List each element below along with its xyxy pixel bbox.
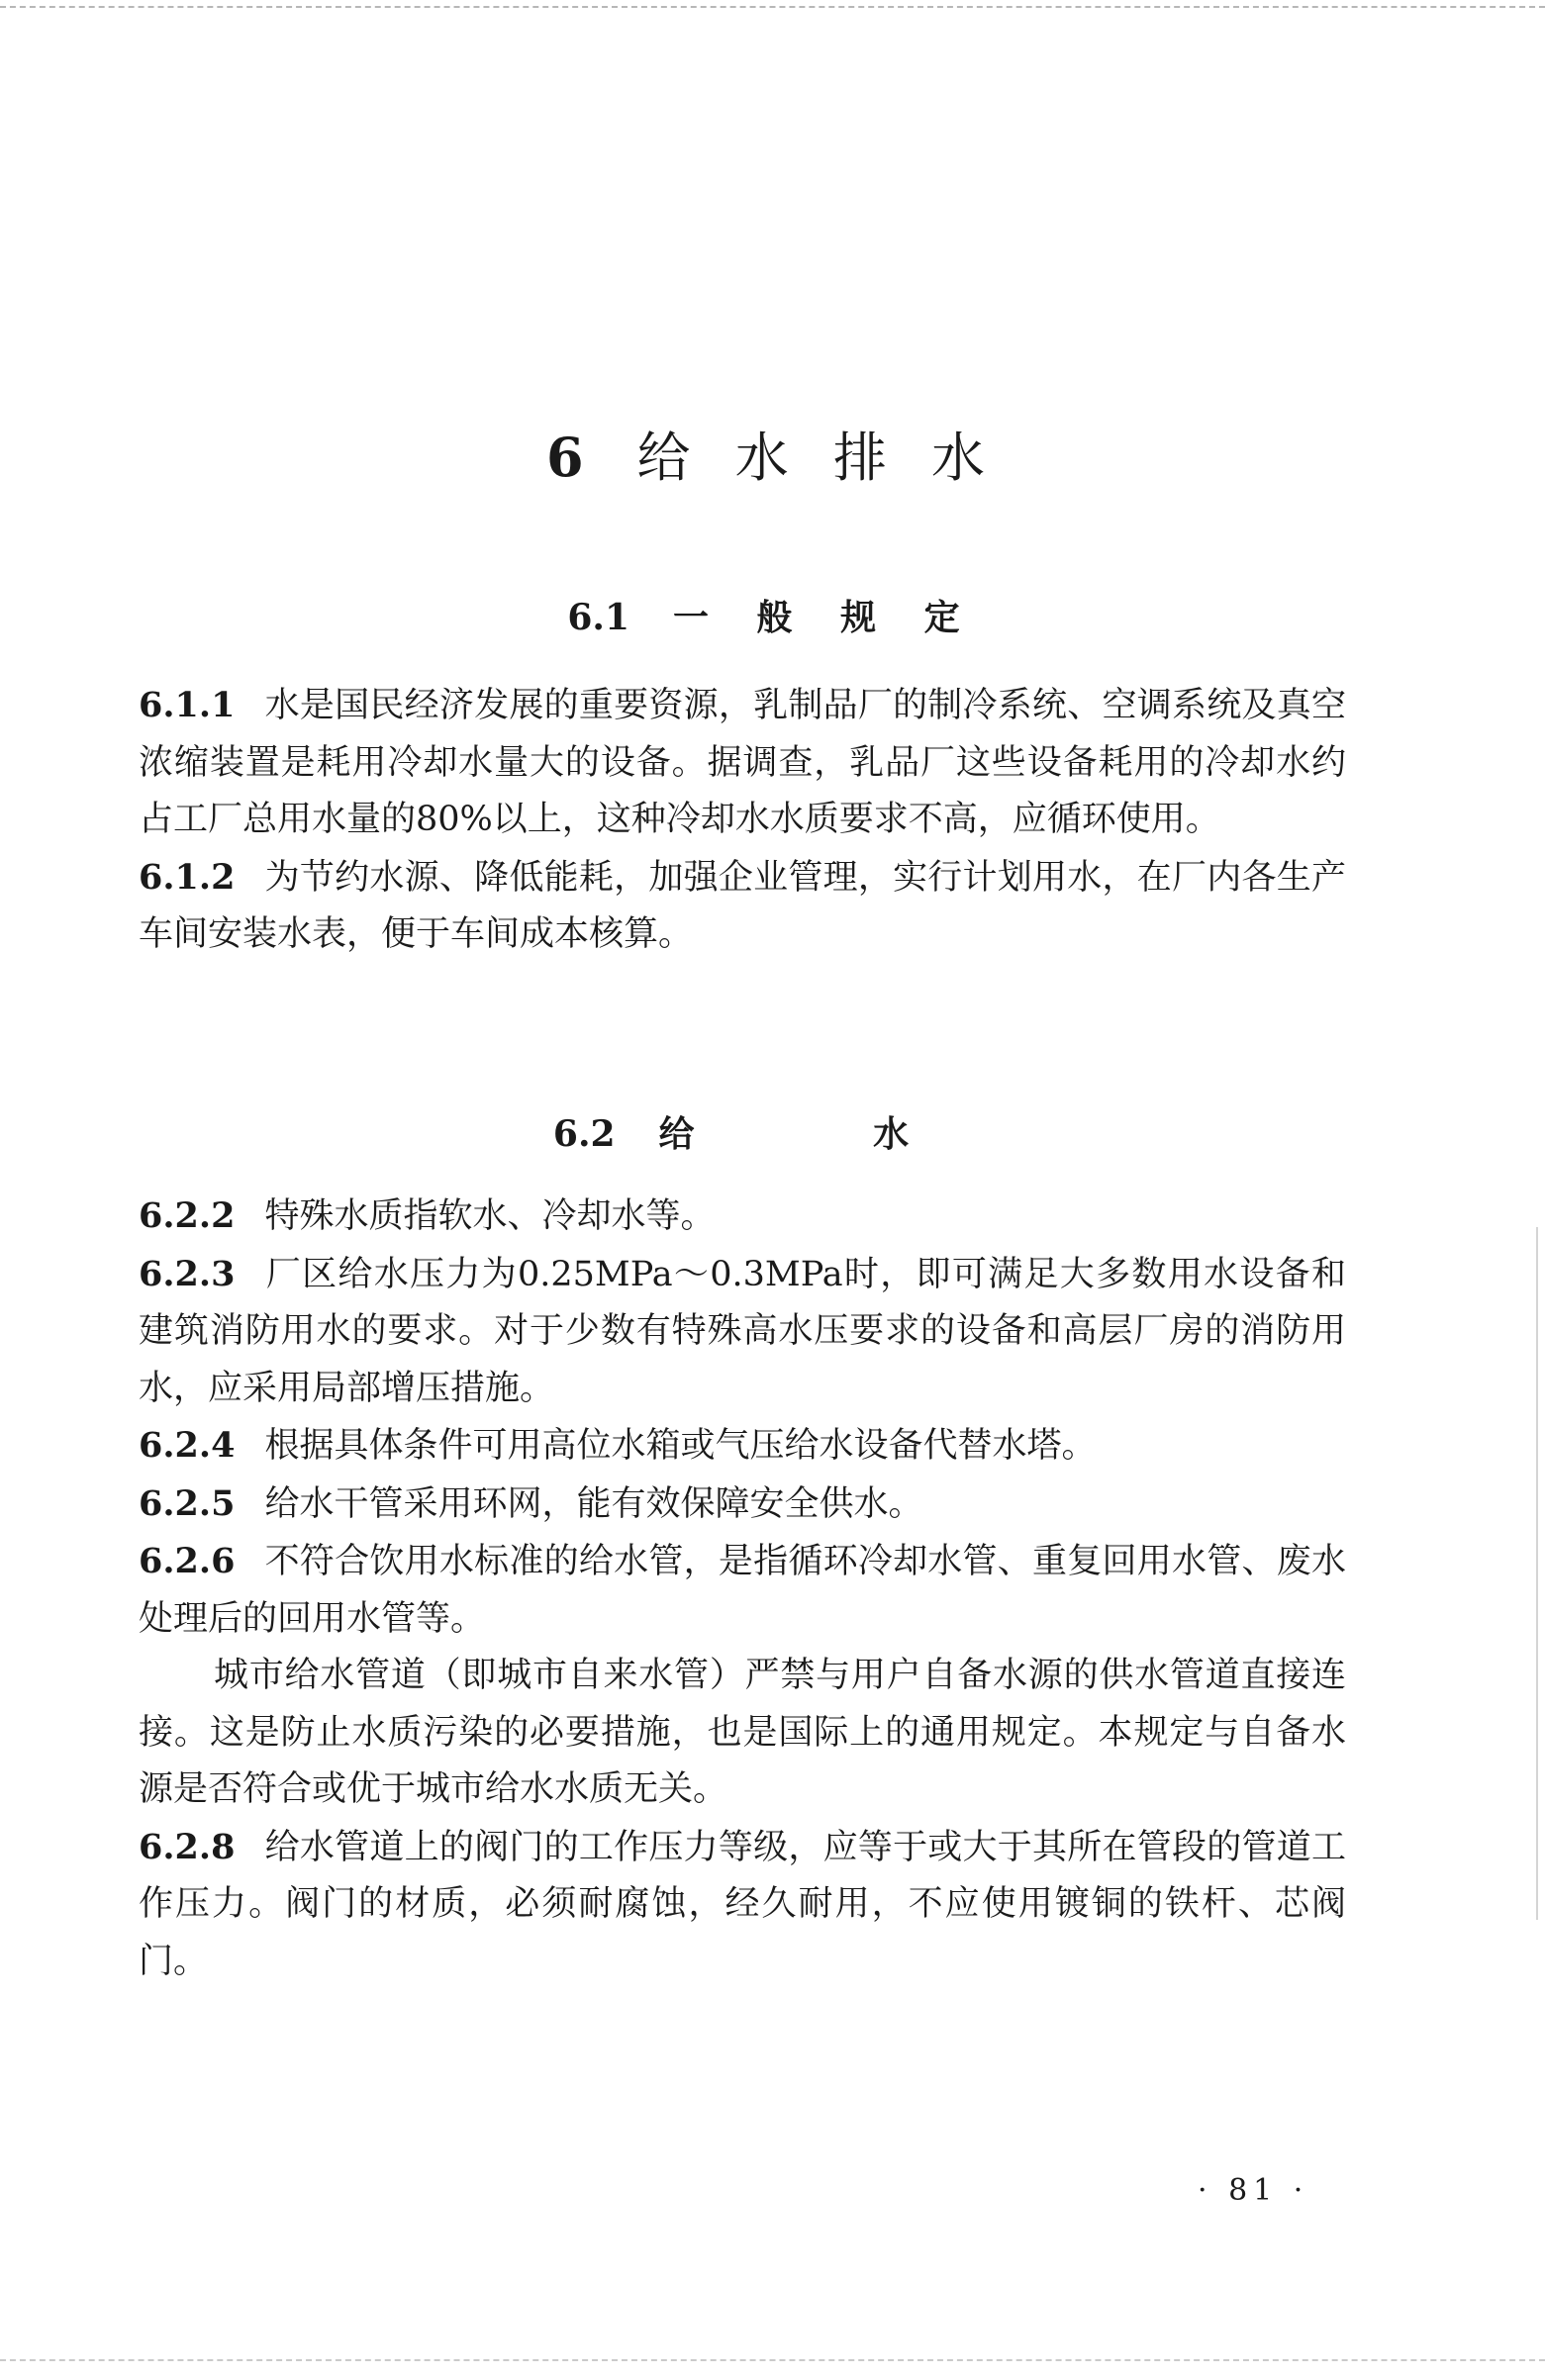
clause-text: 不符合饮用水标准的给水管，是指循环冷却水管、重复回用水管、废水处理后的回用水管等。 bbox=[139, 1542, 1346, 1639]
clause-number: 6.1.1 bbox=[139, 685, 236, 725]
clause-text: 厂区给水压力为0.25MPa～0.3MPa时，即可满足大多数用水设备和建筑消防用水的要求。对于少数有特殊高水压要求的设备和高层厂房的消防用水，应采用局部增压措施。 bbox=[139, 1254, 1346, 1408]
clause-6-2-4 bbox=[139, 1417, 1346, 1476]
section-6-2-body bbox=[139, 1188, 1346, 1990]
clause-text: 根据具体条件可用高位水箱或气压给水设备代替水塔。 bbox=[264, 1426, 1097, 1466]
section-title-text: 一 般 规 定 bbox=[673, 598, 978, 638]
clause-text: 给水管道上的阀门的工作压力等级，应等于或大于其所在管段的管道工作压力。阀门的材质，必须耐腐蚀，经久耐用，不应使用镀铜的铁杆、芯阀门。 bbox=[139, 1827, 1346, 1981]
clause-text: 为节约水源、降低能耗，加强企业管理，实行计划用水，在厂内各生产车间安装水表，便于车间成本核算。 bbox=[139, 857, 1346, 954]
clause-6-2-6 bbox=[139, 1533, 1346, 1648]
clause-text: 给水干管采用环网，能有效保障安全供水。 bbox=[264, 1483, 923, 1524]
clause-6-2-6-continuation bbox=[139, 1648, 1346, 1819]
clause-text: 特殊水质指软水、冷却水等。 bbox=[264, 1196, 716, 1236]
section-title-6-1 bbox=[0, 590, 1545, 640]
section-number: 6.2 bbox=[552, 1113, 616, 1155]
scan-edge-top bbox=[0, 6, 1545, 8]
clause-6-2-2 bbox=[139, 1188, 1346, 1246]
clause-number: 6.2.3 bbox=[139, 1253, 236, 1294]
clause-text: 水是国民经济发展的重要资源，乳制品厂的制冷系统、空调系统及真空浓缩装置是耗用冷却水量大的设备。据调查，乳品厂这些设备耗用的冷却水约占工厂总用水量的80%以上，这种冷却水水质要求不高，应循环使用。 bbox=[139, 686, 1346, 839]
scan-edge-right bbox=[1536, 1227, 1538, 1920]
clause-6-2-8 bbox=[139, 1819, 1346, 1991]
section-number: 6.1 bbox=[567, 597, 630, 638]
clause-number: 6.2.5 bbox=[139, 1482, 236, 1524]
page-number: · 81 · bbox=[1198, 2173, 1309, 2208]
section-title-6-2 bbox=[0, 1106, 1545, 1157]
scan-edge-bottom bbox=[0, 2359, 1545, 2361]
chapter-number: 6 bbox=[545, 426, 598, 489]
clause-6-2-5 bbox=[139, 1476, 1346, 1534]
clause-number: 6.1.2 bbox=[139, 856, 236, 898]
clause-number: 6.2.6 bbox=[139, 1541, 236, 1581]
chapter-title-text: 给 水 排 水 bbox=[636, 427, 1000, 489]
clause-number: 6.2.4 bbox=[139, 1425, 236, 1466]
clause-6-1-1 bbox=[139, 677, 1346, 849]
section-6-1-body bbox=[139, 677, 1346, 964]
clause-text: 城市给水管道（即城市自来水管）严禁与用户自备水源的供水管道直接连接。这是防止水质污染的必要措施，也是国际上的通用规定。本规定与自备水源是否符合或优于城市给水水质无关。 bbox=[139, 1656, 1346, 1809]
clause-6-2-3 bbox=[139, 1246, 1346, 1418]
section-title-text: 给 水 bbox=[658, 1114, 993, 1155]
clause-number: 6.2.2 bbox=[139, 1195, 236, 1236]
clause-number: 6.2.8 bbox=[139, 1826, 236, 1867]
clause-6-1-2 bbox=[139, 849, 1346, 964]
chapter-title bbox=[0, 416, 1545, 492]
